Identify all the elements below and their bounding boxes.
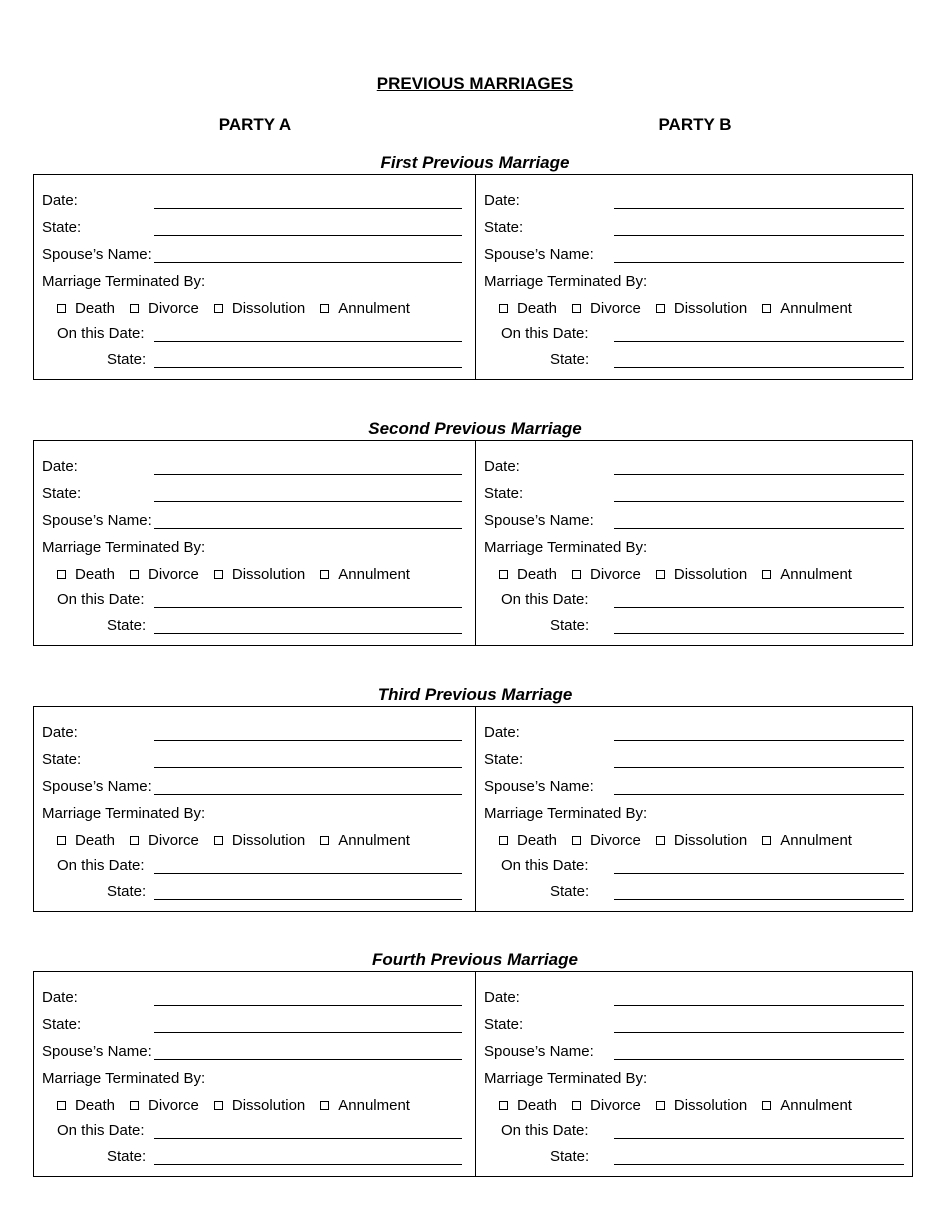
section-title: Fourth Previous Marriage [372, 950, 578, 969]
on-this-date-field[interactable] [614, 1138, 904, 1139]
spouse-name-field[interactable] [154, 1059, 462, 1060]
marriage-box [33, 971, 913, 1177]
date-label: Date: [42, 989, 78, 1006]
option-label: Divorce [148, 832, 199, 849]
option-annulment[interactable] [320, 566, 410, 583]
party-b-cell [476, 707, 913, 911]
checkbox-icon[interactable] [214, 570, 223, 579]
date-field[interactable] [154, 208, 462, 209]
option-divorce[interactable] [572, 300, 641, 317]
state-label: State: [484, 219, 524, 236]
spouse-name-field[interactable] [614, 262, 904, 263]
state-field[interactable] [154, 501, 462, 502]
option-divorce[interactable] [572, 566, 641, 583]
checkbox-icon[interactable] [130, 1101, 139, 1110]
spouse-name-label: Spouse’s Name: [484, 246, 594, 263]
on-this-date-label: On this Date: [501, 1122, 589, 1139]
termination-options [57, 1097, 425, 1114]
option-label: Death [517, 1097, 558, 1114]
option-label: Death [517, 832, 558, 849]
on-this-date-label: On this Date: [501, 591, 589, 608]
option-label: Dissolution [673, 300, 748, 317]
on-this-date-field[interactable] [614, 873, 904, 874]
section-title: Third Previous Marriage [377, 685, 573, 704]
date-field[interactable] [154, 474, 462, 475]
checkbox-icon[interactable] [656, 570, 665, 579]
checkbox-icon[interactable] [320, 304, 329, 313]
option-label: Annulment [338, 300, 410, 317]
option-annulment[interactable] [762, 300, 852, 317]
option-dissolution[interactable] [656, 1097, 747, 1114]
on-this-date-field[interactable] [614, 607, 904, 608]
option-label: Dissolution [673, 1097, 748, 1114]
option-dissolution[interactable] [656, 832, 747, 849]
option-annulment[interactable] [762, 1097, 852, 1114]
termination-state-field[interactable] [154, 633, 462, 634]
on-this-date-field[interactable] [154, 341, 462, 342]
option-label: Death [75, 832, 116, 849]
spouse-name-field[interactable] [614, 1059, 904, 1060]
checkbox-icon[interactable] [57, 304, 66, 313]
checkbox-icon[interactable] [57, 836, 66, 845]
date-label: Date: [42, 192, 78, 209]
checkbox-icon[interactable] [572, 570, 581, 579]
terminated-by-label: Marriage Terminated By: [42, 1070, 206, 1087]
party-a-cell [34, 707, 475, 911]
section-title: Second Previous Marriage [368, 419, 582, 438]
option-label: Annulment [338, 832, 410, 849]
termination-state-field[interactable] [154, 367, 462, 368]
option-divorce[interactable] [130, 1097, 199, 1114]
spouse-name-label: Spouse’s Name: [42, 778, 152, 795]
spouse-name-label: Spouse’s Name: [42, 512, 152, 529]
option-dissolution[interactable] [214, 300, 305, 317]
spouse-name-label: Spouse’s Name: [484, 778, 594, 795]
party-a-cell [34, 175, 475, 379]
option-label: Death [75, 300, 116, 317]
termination-state-field[interactable] [614, 899, 904, 900]
option-label: Annulment [780, 566, 852, 583]
termination-options [57, 566, 425, 583]
checkbox-icon[interactable] [572, 1101, 581, 1110]
option-label: Dissolution [231, 300, 306, 317]
option-annulment[interactable] [320, 832, 410, 849]
party-a-cell [34, 441, 475, 645]
on-this-date-label: On this Date: [57, 1122, 145, 1139]
checkbox-icon[interactable] [57, 570, 66, 579]
option-divorce[interactable] [572, 832, 641, 849]
termination-state-label: State: [107, 1148, 147, 1165]
party-a-cell [34, 972, 475, 1176]
checkbox-icon[interactable] [214, 836, 223, 845]
date-label: Date: [484, 192, 520, 209]
option-label: Annulment [338, 566, 410, 583]
termination-state-field[interactable] [154, 899, 462, 900]
terminated-by-label: Marriage Terminated By: [484, 805, 648, 822]
checkbox-icon[interactable] [499, 570, 508, 579]
termination-state-label: State: [550, 617, 590, 634]
on-this-date-field[interactable] [154, 607, 462, 608]
date-field[interactable] [614, 740, 904, 741]
marriage-box [33, 440, 913, 646]
spouse-name-field[interactable] [154, 262, 462, 263]
checkbox-icon[interactable] [656, 1101, 665, 1110]
option-label: Annulment [780, 832, 852, 849]
termination-state-label: State: [107, 883, 147, 900]
on-this-date-label: On this Date: [57, 857, 145, 874]
option-label: Dissolution [673, 566, 748, 583]
state-label: State: [484, 485, 524, 502]
terminated-by-label: Marriage Terminated By: [484, 1070, 648, 1087]
termination-options [499, 300, 867, 317]
on-this-date-field[interactable] [154, 873, 462, 874]
on-this-date-label: On this Date: [57, 325, 145, 342]
option-label: Annulment [338, 1097, 410, 1114]
on-this-date-label: On this Date: [501, 857, 589, 874]
option-divorce[interactable] [130, 300, 199, 317]
option-label: Annulment [780, 1097, 852, 1114]
terminated-by-label: Marriage Terminated By: [42, 805, 206, 822]
party-b-cell [476, 441, 913, 645]
termination-state-field[interactable] [614, 633, 904, 634]
option-label: Dissolution [231, 1097, 306, 1114]
marriage-box [33, 174, 913, 380]
termination-state-label: State: [550, 351, 590, 368]
checkbox-icon[interactable] [130, 570, 139, 579]
spouse-name-label: Spouse’s Name: [484, 512, 594, 529]
on-this-date-field[interactable] [614, 341, 904, 342]
state-label: State: [484, 751, 524, 768]
option-label: Divorce [590, 566, 641, 583]
option-label: Dissolution [231, 566, 306, 583]
checkbox-icon[interactable] [762, 1101, 771, 1110]
option-death[interactable] [57, 1097, 115, 1114]
checkbox-icon[interactable] [762, 836, 771, 845]
option-annulment[interactable] [762, 832, 852, 849]
option-label: Death [75, 1097, 116, 1114]
checkbox-icon[interactable] [57, 1101, 66, 1110]
option-label: Death [517, 300, 558, 317]
termination-options [499, 832, 867, 849]
party-b-heading: PARTY B [658, 115, 732, 134]
option-death[interactable] [499, 566, 557, 583]
on-this-date-field[interactable] [154, 1138, 462, 1139]
option-dissolution[interactable] [656, 566, 747, 583]
option-death[interactable] [57, 832, 115, 849]
option-label: Death [517, 566, 558, 583]
checkbox-icon[interactable] [499, 304, 508, 313]
party-b-cell [476, 972, 913, 1176]
option-label: Death [75, 566, 116, 583]
option-divorce[interactable] [130, 566, 199, 583]
option-label: Divorce [590, 300, 641, 317]
section-title: First Previous Marriage [380, 153, 570, 172]
state-field[interactable] [614, 235, 904, 236]
checkbox-icon[interactable] [320, 836, 329, 845]
option-annulment[interactable] [320, 1097, 410, 1114]
termination-options [499, 1097, 867, 1114]
checkbox-icon[interactable] [656, 304, 665, 313]
checkbox-icon[interactable] [214, 304, 223, 313]
option-label: Dissolution [673, 832, 748, 849]
option-death[interactable] [499, 832, 557, 849]
document-title: PREVIOUS MARRIAGES [376, 74, 574, 93]
termination-options [57, 300, 425, 317]
date-label: Date: [484, 458, 520, 475]
on-this-date-label: On this Date: [501, 325, 589, 342]
terminated-by-label: Marriage Terminated By: [484, 539, 648, 556]
option-annulment[interactable] [320, 300, 410, 317]
date-label: Date: [42, 458, 78, 475]
marriage-box [33, 706, 913, 912]
spouse-name-label: Spouse’s Name: [42, 246, 152, 263]
state-field[interactable] [154, 1032, 462, 1033]
option-death[interactable] [499, 300, 557, 317]
terminated-by-label: Marriage Terminated By: [484, 273, 648, 290]
state-field[interactable] [614, 767, 904, 768]
state-label: State: [42, 219, 82, 236]
checkbox-icon[interactable] [572, 304, 581, 313]
date-label: Date: [484, 724, 520, 741]
option-death[interactable] [499, 1097, 557, 1114]
checkbox-icon[interactable] [499, 836, 508, 845]
date-label: Date: [42, 724, 78, 741]
party-b-cell [476, 175, 913, 379]
option-label: Divorce [148, 566, 199, 583]
checkbox-icon[interactable] [572, 836, 581, 845]
termination-state-field[interactable] [614, 367, 904, 368]
termination-state-field[interactable] [614, 1164, 904, 1165]
checkbox-icon[interactable] [130, 836, 139, 845]
checkbox-icon[interactable] [320, 1101, 329, 1110]
checkbox-icon[interactable] [762, 304, 771, 313]
state-field[interactable] [614, 501, 904, 502]
option-dissolution[interactable] [214, 566, 305, 583]
option-divorce[interactable] [130, 832, 199, 849]
checkbox-icon[interactable] [130, 304, 139, 313]
date-label: Date: [484, 989, 520, 1006]
state-field[interactable] [154, 235, 462, 236]
state-label: State: [484, 1016, 524, 1033]
termination-state-label: State: [107, 351, 147, 368]
spouse-name-label: Spouse’s Name: [42, 1043, 152, 1060]
termination-state-label: State: [550, 883, 590, 900]
checkbox-icon[interactable] [762, 570, 771, 579]
spouse-name-field[interactable] [614, 794, 904, 795]
option-dissolution[interactable] [214, 832, 305, 849]
party-a-heading: PARTY A [218, 115, 292, 134]
termination-state-label: State: [550, 1148, 590, 1165]
state-label: State: [42, 1016, 82, 1033]
date-field[interactable] [614, 208, 904, 209]
option-annulment[interactable] [762, 566, 852, 583]
terminated-by-label: Marriage Terminated By: [42, 539, 206, 556]
checkbox-icon[interactable] [656, 836, 665, 845]
option-dissolution[interactable] [214, 1097, 305, 1114]
state-label: State: [42, 485, 82, 502]
date-field[interactable] [154, 740, 462, 741]
option-label: Divorce [590, 1097, 641, 1114]
option-label: Annulment [780, 300, 852, 317]
spouse-name-field[interactable] [614, 528, 904, 529]
termination-options [499, 566, 867, 583]
date-field[interactable] [614, 474, 904, 475]
date-field[interactable] [614, 1005, 904, 1006]
option-label: Divorce [148, 300, 199, 317]
termination-state-field[interactable] [154, 1164, 462, 1165]
option-dissolution[interactable] [656, 300, 747, 317]
spouse-name-field[interactable] [154, 794, 462, 795]
option-divorce[interactable] [572, 1097, 641, 1114]
on-this-date-label: On this Date: [57, 591, 145, 608]
checkbox-icon[interactable] [320, 570, 329, 579]
termination-options [57, 832, 425, 849]
spouse-name-label: Spouse’s Name: [484, 1043, 594, 1060]
date-field[interactable] [154, 1005, 462, 1006]
spouse-name-field[interactable] [154, 528, 462, 529]
option-death[interactable] [57, 300, 115, 317]
terminated-by-label: Marriage Terminated By: [42, 273, 206, 290]
option-label: Dissolution [231, 832, 306, 849]
state-field[interactable] [614, 1032, 904, 1033]
state-label: State: [42, 751, 82, 768]
option-label: Divorce [590, 832, 641, 849]
option-death[interactable] [57, 566, 115, 583]
checkbox-icon[interactable] [214, 1101, 223, 1110]
termination-state-label: State: [107, 617, 147, 634]
checkbox-icon[interactable] [499, 1101, 508, 1110]
state-field[interactable] [154, 767, 462, 768]
option-label: Divorce [148, 1097, 199, 1114]
